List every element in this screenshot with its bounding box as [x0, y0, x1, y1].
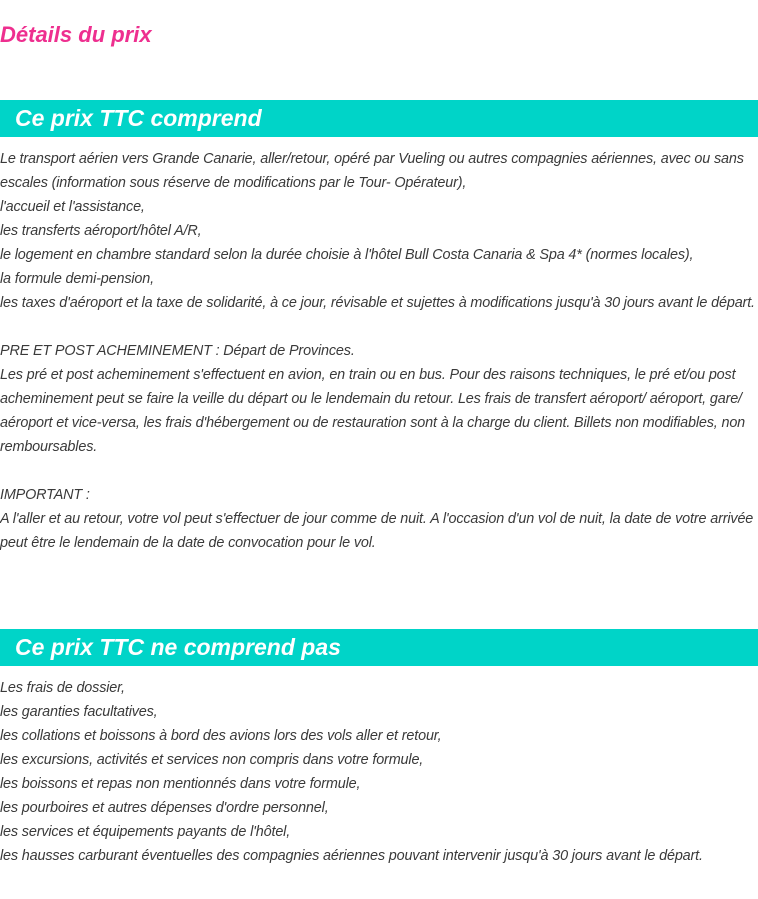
included-line: la formule demi-pension, [0, 271, 154, 287]
excluded-section-header: Ce prix TTC ne comprend pas [0, 629, 758, 666]
excluded-line: les boissons et repas non mentionnés dans votre formule, [0, 776, 361, 792]
excluded-line: les pourboires et autres dépenses d'ordre personnel, [0, 800, 329, 816]
excluded-line: Les frais de dossier, [0, 680, 125, 696]
included-section-header: Ce prix TTC comprend [0, 100, 758, 137]
excluded-line: les excursions, activités et services non compris dans votre formule, [0, 752, 424, 768]
included-line: l'accueil et l'assistance, [0, 199, 145, 215]
excluded-section-body [0, 676, 758, 868]
excluded-line: les hausses carburant éventuelles des compagnies aériennes pouvant intervenir jusqu'à 30 jours avant le départ. [0, 848, 703, 864]
pre-post-text: Les pré et post acheminement s'effectuent en avion, en train ou en bus. Pour des raisons techniques, le pré et/ou post acheminement peut se faire la veille du départ ou le lendemain du retour. Les frais de transfert aéroport/ aéroport, gare/ aéroport et vice-versa, les frais d'hébergement ou de restauration sont à la charge du client. Billets non modifiables, non remboursables. [0, 367, 746, 455]
included-line: les transferts aéroport/hôtel A/R, [0, 223, 202, 239]
included-line: Le transport aérien vers Grande Canarie, aller/retour, opéré par Vueling ou autres compagnies aériennes, avec ou sans escales (information sous réserve de modifications par le Tour- Opérateur), [0, 151, 744, 191]
page-title: Détails du prix [0, 22, 152, 47]
important-title: IMPORTANT : [0, 487, 90, 503]
excluded-line: les collations et boissons à bord des avions lors des vols aller et retour, [0, 728, 442, 744]
excluded-line: les services et équipements payants de l'hôtel, [0, 824, 291, 840]
important-text: A l'aller et au retour, votre vol peut s'effectuer de jour comme de nuit. A l'occasion d'un vol de nuit, la date de votre arrivée peut être le lendemain de la date de convocation pour le vol. [0, 511, 754, 551]
excluded-line: les garanties facultatives, [0, 704, 158, 720]
included-line: le logement en chambre standard selon la durée choisie à l'hôtel Bull Costa Canaria & Spa 4* (normes locales), [0, 247, 694, 263]
included-section-body [0, 147, 758, 555]
included-line: les taxes d'aéroport et la taxe de solidarité, à ce jour, révisable et sujettes à modifications jusqu'à 30 jours avant le départ. [0, 295, 755, 311]
pre-post-title: PRE ET POST ACHEMINEMENT : Départ de Provinces. [0, 343, 355, 359]
